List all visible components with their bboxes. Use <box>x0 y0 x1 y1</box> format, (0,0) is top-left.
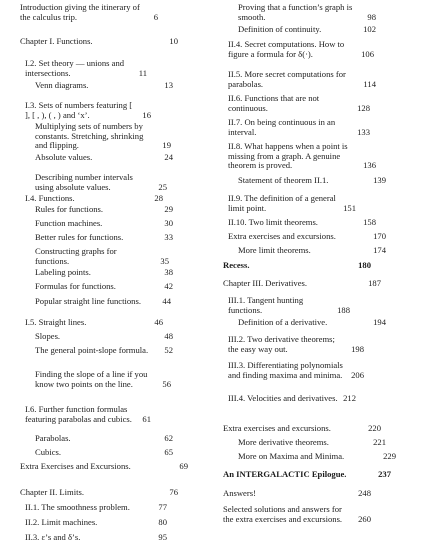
toc-entry-i-4-functions <box>20 194 196 204</box>
toc-entry-page: 206 <box>351 369 364 380</box>
toc-entry-answers <box>223 489 403 499</box>
toc-entry-page: 180 <box>358 260 371 270</box>
toc-entry-ii-7-on-being-continuous-in-an-interval <box>223 118 403 137</box>
toc-entry-title: I.5. Straight lines. <box>25 317 87 327</box>
toc-entry-page: 77 <box>158 502 167 512</box>
toc-entry-page: 170 <box>373 231 386 241</box>
toc-entry-page: 25 <box>158 181 167 192</box>
toc-entry-page: 30 <box>164 218 173 228</box>
toc-entry-title: Rules for functions. <box>35 204 104 214</box>
toc-entry-title: Multiplying sets of numbers by constants. Stretching, shrinking and flipping. <box>35 121 144 151</box>
toc-entry-title: More limit theorems. <box>238 245 311 255</box>
toc-entry-page: 38 <box>164 267 173 277</box>
toc-entry-title: II.9. The definition of a general limit point. <box>228 193 336 213</box>
toc-entry-title: Selected solutions and answers for the extra exercises and excursions. <box>223 504 343 524</box>
toc-entry-page: 158 <box>363 217 376 227</box>
toc-entry-title: Extra Exercises and Excursions. <box>20 461 131 471</box>
toc-entry-page: 260 <box>358 513 371 524</box>
toc-entry-title: Labeling points. <box>35 267 91 277</box>
toc-entry-page: 151 <box>343 202 356 213</box>
toc-entry-page: 102 <box>363 24 376 34</box>
toc-entry-slopes <box>20 332 196 342</box>
toc-entry-page: 95 <box>158 532 167 542</box>
toc-entry-iii-1-tangent-hunting-functions <box>223 296 403 315</box>
toc-entry-constructing-graphs-for-functions <box>20 247 196 266</box>
toc-entry-title: Cubics. <box>35 447 62 457</box>
toc-entry-venn-diagrams <box>20 81 196 91</box>
toc-entry-recess <box>223 261 403 271</box>
toc-entry-title: Finding the slope of a line if you know two points on the line. <box>35 369 148 389</box>
toc-entry-title: Slopes. <box>35 331 61 341</box>
toc-entry-iii-4-velocities-and-derivatives <box>223 394 403 404</box>
toc-entry-multiplying-sets-of-numbers-by-constants <box>20 122 196 151</box>
toc-entry-title: More derivative theorems. <box>238 437 329 447</box>
toc-entry-ii-3-s-and-s <box>20 533 196 543</box>
toc-entry-ii-5-more-secret-computations-for-parabo <box>223 70 403 89</box>
toc-entry-title: An INTERGALACTIC Epilogue. <box>223 469 347 479</box>
toc-entry-title: Better rules for functions. <box>35 232 124 242</box>
toc-entry-page: 188 <box>337 304 350 315</box>
toc-entry-title: II.3. ε’s and δ’s. <box>25 532 81 542</box>
toc-entry-better-rules-for-functions <box>20 233 196 243</box>
toc-entry-title: II.6. Functions that are not continuous. <box>228 93 320 113</box>
toc-entry-page: 46 <box>154 317 163 327</box>
toc-entry-title: Function machines. <box>35 218 103 228</box>
toc-entry-page: 128 <box>357 102 370 113</box>
toc-entry-page: 248 <box>358 488 371 498</box>
toc-entry-describing-number-intervals-using-absolu <box>20 173 196 192</box>
toc-entry-page: 221 <box>373 437 386 447</box>
toc-entry-page: 29 <box>164 204 173 214</box>
toc-entry-page: 98 <box>367 11 376 22</box>
toc-entry-title: I.6. Further function formulas featuring parabolas and cubics. <box>25 404 132 424</box>
toc-entry-page: 28 <box>154 193 163 203</box>
toc-entry-more-derivative-theorems <box>223 438 403 448</box>
toc-entry-title: Introduction giving the itinerary of the calculus trip. <box>20 2 140 22</box>
toc-entry-definition-of-continuity <box>223 25 403 35</box>
toc-entry-ii-4-secret-computations-how-to-figure-a <box>223 40 403 59</box>
toc-entry-title: II.8. What happens when a point is missing from a graph. A genuine theorem is proved. <box>228 141 348 171</box>
toc-entry-title: Proving that a function’s graph is smooth. <box>238 2 353 22</box>
toc-entry-introduction-giving-the-itinerary-of-the <box>20 3 196 22</box>
toc-entry-title: III.2. Two derivative theorems; the easy way out. <box>228 334 335 354</box>
toc-entry-iii-2-two-derivative-theorems-the-easy-w <box>223 335 403 354</box>
toc-entry-page: 42 <box>164 281 173 291</box>
toc-entry-title: Describing number intervals using absolute values. <box>35 172 133 192</box>
toc-entry-title: Statement of theorem II.1. <box>238 175 329 185</box>
toc-entry-title: Recess. <box>223 260 250 270</box>
toc-entry-an-intergalactic-epilogue <box>223 470 403 480</box>
toc-entry-title: I.2. Set theory — unions and intersections. <box>25 58 125 78</box>
toc-entry-title: III.1. Tangent hunting functions. <box>228 295 304 315</box>
toc-entry-title: III.3. Differentiating polynomials and finding maxima and minima. <box>228 360 343 380</box>
toc-entry-more-on-maxima-and-minima <box>223 452 403 462</box>
toc-entry-page: 24 <box>164 152 173 162</box>
toc-entry-more-limit-theorems <box>223 246 403 256</box>
toc-entry-page: 19 <box>162 140 171 151</box>
toc-entry-title: Extra exercises and excursions. <box>228 231 336 241</box>
toc-entry-ii-9-the-definition-of-a-general-limit-p <box>223 194 403 213</box>
toc-entry-the-general-point-slope-formula <box>20 346 196 356</box>
toc-entry-proving-that-a-function-s-graph-is-smoot <box>223 3 403 22</box>
toc-entry-page: 10 <box>169 36 178 46</box>
toc-entry-ii-1-the-smoothness-problem <box>20 503 196 513</box>
toc-entry-page: 61 <box>142 413 151 424</box>
toc-entry-parabolas <box>20 434 196 444</box>
toc-entry-i-5-straight-lines <box>20 318 196 328</box>
toc-entry-page: 174 <box>373 245 386 255</box>
toc-entry-page: 106 <box>361 48 374 59</box>
toc-entry-chapter-i-functions <box>20 37 196 47</box>
toc-entry-page: 80 <box>158 517 167 527</box>
toc-entry-title: Chapter II. Limits. <box>20 487 84 497</box>
toc-entry-title: Answers! <box>223 488 256 498</box>
toc-entry-page: 48 <box>164 331 173 341</box>
toc-entry-title: Extra exercises and excursions. <box>223 423 331 433</box>
toc-entry-labeling-points <box>20 268 196 278</box>
toc-entry-page: 11 <box>138 67 147 78</box>
toc-entry-page: 56 <box>162 378 171 389</box>
toc-entry-page: 76 <box>169 487 178 497</box>
toc-entry-extra-exercises-and-excursions <box>20 462 196 472</box>
toc-entry-function-machines <box>20 219 196 229</box>
toc-entry-i-3-sets-of-numbers-featuring-and-x <box>20 101 196 120</box>
toc-entry-ii-2-limit-machines <box>20 518 196 528</box>
toc-entry-page: 187 <box>368 278 381 288</box>
toc-entry-title: II.2. Limit machines. <box>25 517 98 527</box>
toc-entry-i-2-set-theory-unions-and-intersections <box>20 59 196 78</box>
toc-entry-selected-solutions-and-answers-for-the-e <box>223 505 403 524</box>
toc-entry-page: 136 <box>363 160 376 171</box>
toc-entry-page: 133 <box>357 126 370 137</box>
toc-entry-title: Definition of continuity. <box>238 24 322 34</box>
toc-entry-title: II.1. The smoothness problem. <box>25 502 130 512</box>
toc-entry-cubics <box>20 448 196 458</box>
toc-entry-title: The general point-slope formula. <box>35 345 149 355</box>
toc-entry-page: 194 <box>373 317 386 327</box>
toc-entry-rules-for-functions <box>20 205 196 215</box>
toc-entry-ii-8-what-happens-when-a-point-is-missin <box>223 142 403 171</box>
toc-entry-chapter-iii-derivatives <box>223 279 403 289</box>
toc-entry-title: II.10. Two limit theorems. <box>228 217 318 227</box>
toc-entry-ii-10-two-limit-theorems <box>223 218 403 228</box>
toc-entry-title: Definition of a derivative. <box>238 317 328 327</box>
toc-entry-absolute-values <box>20 153 196 163</box>
toc-entry-page: 114 <box>363 78 376 89</box>
toc-entry-page: 237 <box>378 469 391 479</box>
toc-entry-iii-3-differentiating-polynomials-and-fi <box>223 361 403 380</box>
toc-entry-page: 62 <box>164 433 173 443</box>
toc-entry-title: II.4. Secret computations. How to figure a formula for δ(·). <box>228 39 345 59</box>
toc-entry-page: 69 <box>179 461 188 471</box>
toc-entry-title: Formulas for functions. <box>35 281 116 291</box>
toc-entry-title: I.3. Sets of numbers featuring [ ], [ , ), ( , ) and ‘x’. <box>25 100 133 120</box>
toc-entry-page: 139 <box>373 175 386 185</box>
toc-entry-page: 13 <box>164 80 173 90</box>
toc-entry-page: 220 <box>368 423 381 433</box>
toc-entry-statement-of-theorem-ii-1 <box>223 176 403 186</box>
toc-entry-i-6-further-function-formulas-featuring- <box>20 405 196 424</box>
toc-entry-page: 35 <box>160 255 169 266</box>
toc-entry-title: Constructing graphs for functions. <box>35 246 117 266</box>
toc-entry-extra-exercises-and-excursions <box>223 232 403 242</box>
toc-entry-page: 44 <box>162 296 171 306</box>
toc-entry-page: 65 <box>164 447 173 457</box>
toc-entry-title: Chapter III. Derivatives. <box>223 278 307 288</box>
toc-entry-extra-exercises-and-excursions <box>223 424 403 434</box>
toc-entry-page: 52 <box>164 345 173 355</box>
toc-entry-page: 198 <box>351 343 364 354</box>
toc-entry-title: Venn diagrams. <box>35 80 89 90</box>
toc-entry-title: II.7. On being continuous in an interval. <box>228 117 336 137</box>
toc-entry-finding-the-slope-of-a-line-if-you-know- <box>20 370 196 389</box>
toc-entry-popular-straight-line-functions <box>20 297 196 307</box>
toc-entry-page: 212 <box>343 393 356 403</box>
toc-entry-page: 16 <box>142 109 151 120</box>
toc-entry-title: III.4. Velocities and derivatives. <box>228 393 338 403</box>
toc-entry-title: Absolute values. <box>35 152 93 162</box>
toc-entry-ii-6-functions-that-are-not-continuous <box>223 94 403 113</box>
toc-entry-title: Chapter I. Functions. <box>20 36 93 46</box>
toc-entry-title: II.5. More secret computations for parabolas. <box>228 69 346 89</box>
toc-entry-title: Parabolas. <box>35 433 71 443</box>
toc-entry-title: I.4. Functions. <box>25 193 75 203</box>
toc-entry-definition-of-a-derivative <box>223 318 403 328</box>
toc-entry-page: 33 <box>164 232 173 242</box>
toc-entry-title: More on Maxima and Minima. <box>238 451 345 461</box>
toc-entry-formulas-for-functions <box>20 282 196 292</box>
toc-entry-chapter-ii-limits <box>20 488 196 498</box>
toc-entry-title: Popular straight line functions. <box>35 296 141 306</box>
toc-entry-page: 6 <box>153 11 158 22</box>
toc-entry-page: 229 <box>383 451 396 461</box>
